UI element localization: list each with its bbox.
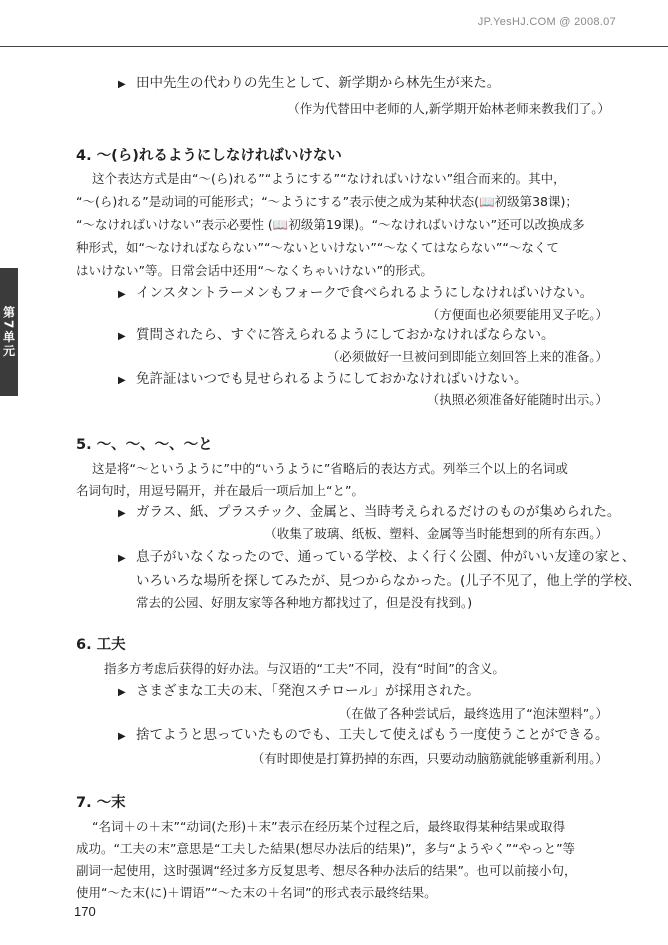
section-body-line: 这个表达方式是由“～(ら)れる”“ようにする”“なければいけない”组合而来的。其中， xyxy=(92,171,566,186)
section-body-line: “～(ら)れる”是动词的可能形式；“～ようにする”表示使之成为某种状态(📖初级第38课)； xyxy=(76,194,578,209)
section-title: 7. ～末 xyxy=(76,795,126,811)
example-translation: （执照必须准备好能随时出示。） xyxy=(426,392,608,407)
section-title: 5. ～、～、～、～と xyxy=(76,437,213,453)
example-sentence: ▶ インスタントラーメンもフォークで食べられるようにしなければいけない。 xyxy=(118,284,593,304)
triangle-bullet-icon: ▶ xyxy=(118,375,126,386)
example-sentence: ▶ 質問されたら、すぐに答えられるようにしておかなければならない。 xyxy=(118,326,555,346)
section-body-line: 种形式，如“～なければならない”“～ないといけない”“～なくてはならない”“～なくて xyxy=(76,240,559,255)
triangle-bullet-icon: ▶ xyxy=(118,731,126,742)
section-body-line: 使用“～た末(に)＋谓语”“～た末の＋名词”的形式表示最终结果。 xyxy=(76,885,437,900)
section-title: 4. ～(ら)れるようにしなければいけない xyxy=(76,148,342,164)
example-continuation: 常去的公园、好朋友家等各种地方都找过了，但是没有找到。) xyxy=(136,595,473,610)
section-body-line: “～なければいけない”表示必要性 (📖初级第19课)。“～なければいけない”还可以改换成多 xyxy=(76,217,585,232)
triangle-bullet-icon: ▶ xyxy=(118,289,126,300)
triangle-bullet-icon: ▶ xyxy=(118,553,126,564)
triangle-bullet-icon: ▶ xyxy=(118,79,126,90)
section-body-line: 成功。“工夫の末”意思是“工夫した結果(想尽办法后的结果)”，多与“ようやく”“やっと”等 xyxy=(76,841,576,856)
example-translation: （必须做好一旦被问到即能立刻回答上来的准备。） xyxy=(326,349,608,364)
example-sentence: ▶ ガラス、紙、プラスチック、金属と、当時考えられるだけのものが集められた。 xyxy=(118,503,620,523)
unit-side-tab: 第7单元 xyxy=(0,268,18,396)
triangle-bullet-icon: ▶ xyxy=(118,331,126,342)
example-translation: （作为代替田中老师的人,新学期开始林老师来教我们了。） xyxy=(287,101,610,116)
header-rule xyxy=(0,46,668,47)
example-translation: （有时即使是打算扔掉的东西，只要动动脑筋就能够重新利用。） xyxy=(251,751,608,766)
triangle-bullet-icon: ▶ xyxy=(118,508,126,519)
section-body-line: 副词一起使用，这时强调“经过多方反复思考、想尽各种办法后的结果”。也可以前接小句， xyxy=(76,863,577,878)
triangle-bullet-icon: ▶ xyxy=(118,687,126,698)
example-sentence: ▶ 息子がいなくなったので、通っている学校、よく行く公園、仲がいい友達の家と、 xyxy=(118,548,635,568)
example-translation: （方便面也必须要能用叉子吃。） xyxy=(426,307,608,322)
page-number: 170 xyxy=(74,904,96,919)
section-body-line: 指多方考虑后获得的好办法。与汉语的“工夫”不同，没有“时间”的含义。 xyxy=(104,661,505,676)
example-translation: （在做了各种尝试后，最终选用了“泡沫塑料”。） xyxy=(338,706,608,721)
section-body-line: 这是将“～というように”中的“いうように”省略后的表达方式。列举三个以上的名词或 xyxy=(92,461,568,476)
section-title: 6. 工夫 xyxy=(76,637,126,653)
section-body-line: 名词句时，用逗号隔开，并在最后一项后加上“と”。 xyxy=(76,483,364,498)
example-sentence: ▶ 捨てようと思っていたものでも、工夫して使えばもう一度使うことができる。 xyxy=(118,726,609,746)
example-sentence: ▶ さまざまな工夫の末、「発泡スチロール」が採用された。 xyxy=(118,682,480,702)
example-continuation: いろいろな場所を探してみたが、見つからなかった。(儿子不见了，他上学的学校、 xyxy=(136,573,641,589)
watermark: JP.YesHJ.COM @ 2008.07 xyxy=(477,16,616,28)
section-body-line: “名词＋の＋末”“动词(た形)＋末”表示在经历某个过程之后，最终取得某种结果或取得 xyxy=(92,819,566,834)
example-sentence: ▶ 免許証はいつでも見せられるようにしておかなければいけない。 xyxy=(118,370,528,390)
section-body-line: はいけない”等。日常会话中还用“～なくちゃいけない”的形式。 xyxy=(76,263,433,278)
example-sentence: ▶ 田中先生の代わりの先生として、新学期から林先生が来た。 xyxy=(118,74,500,94)
example-translation: （收集了玻璃、纸板、塑料、金属等当时能想到的所有东西。） xyxy=(264,526,608,541)
